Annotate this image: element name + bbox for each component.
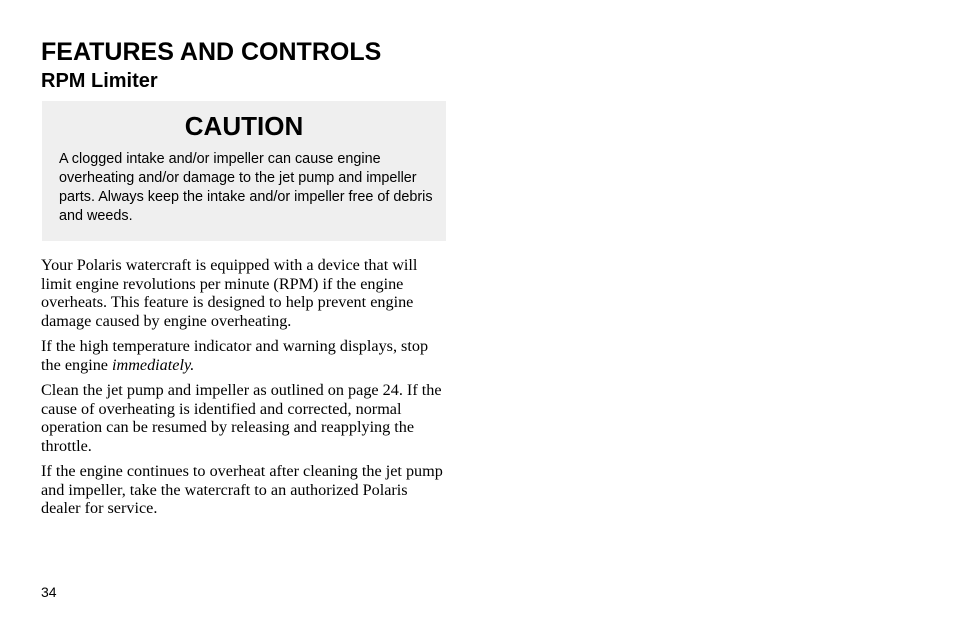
body-text (41, 256, 451, 525)
emphasis-immediately: immediately. (112, 355, 195, 374)
section-title: FEATURES AND CONTROLS (41, 38, 382, 66)
caution-heading: CAUTION (184, 111, 304, 141)
caution-box (42, 101, 446, 241)
paragraph-stop-engine-lead: If the high temperature indicator and warning displays, stop the engine (41, 337, 429, 374)
subsection-title: RPM Limiter (41, 70, 158, 92)
caution-text: A clogged intake and/or impeller can cause engine overheating and/or damage to the jet pump and impeller parts. Always keep the intake and/or impeller free of debris and weeds. (59, 151, 433, 224)
paragraph-stop-engine (41, 337, 451, 374)
paragraph-dealer-service: If the engine continues to overheat after cleaning the jet pump and impeller, take the watercraft to an authorized Polaris dealer for service. (41, 462, 443, 517)
page-number: 34 (41, 584, 57, 600)
paragraph-rpm-device: Your Polaris watercraft is equipped with a device that will limit engine revolutions per minute (RPM) if the engine overheats. This feature is designed to help prevent engine damage caused by engine overheating. (41, 256, 418, 330)
paragraph-clean-pump: Clean the jet pump and impeller as outlined on page 24. If the cause of overheating is identified and corrected, normal operation can be resumed by releasing and reapplying the throttle. (41, 381, 442, 455)
